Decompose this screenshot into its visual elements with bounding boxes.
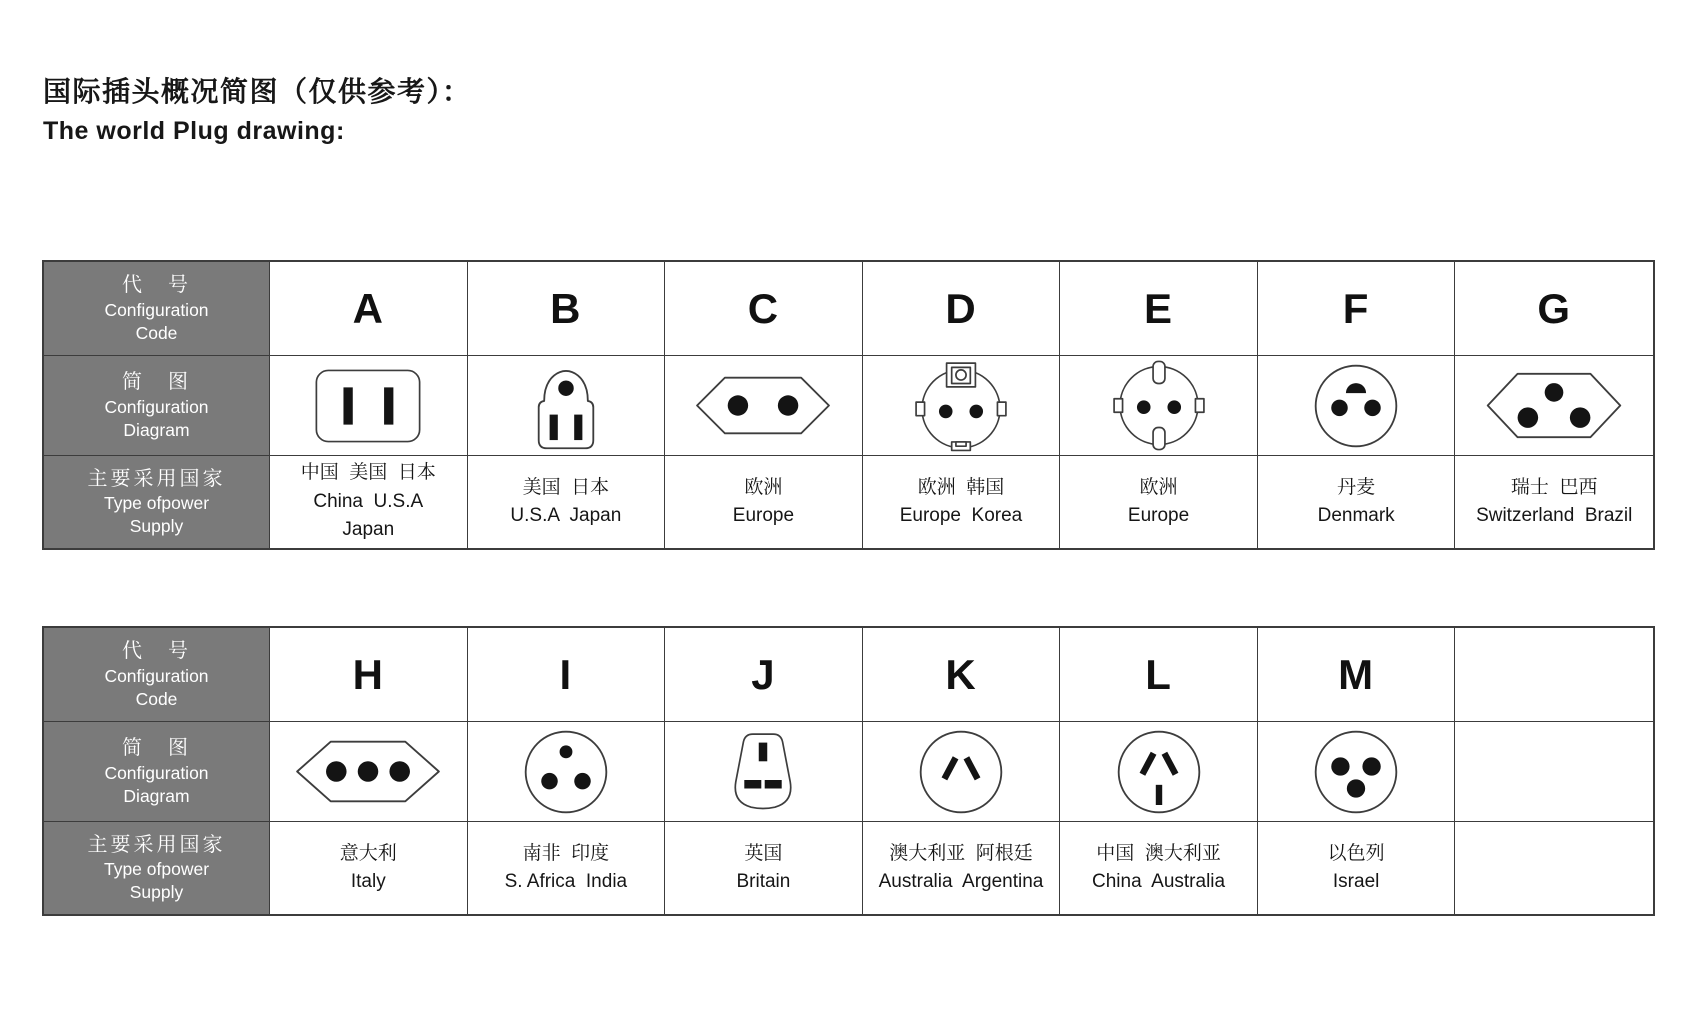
- code-i: I: [468, 628, 666, 722]
- countries-m: [1258, 822, 1456, 914]
- plug-d-diagram-cell: [863, 356, 1061, 456]
- countries-i-en: S. Africa India: [504, 871, 628, 892]
- plug-l-icon: [1115, 728, 1203, 816]
- code-d: D: [863, 262, 1061, 356]
- countries-b-zh: 美国 日本: [522, 476, 610, 498]
- plug-j-diagram-cell: [665, 722, 863, 822]
- row-header-supply-en1: Type ofpower: [103, 493, 210, 514]
- countries-j: [665, 822, 863, 914]
- countries-c: [665, 456, 863, 548]
- code-l: L: [1060, 628, 1258, 722]
- row-header-code-en2: Code: [135, 322, 178, 343]
- countries-a-zh: 中国 美国 日本: [300, 462, 436, 484]
- row-header-diagram: [44, 356, 270, 456]
- plug-b-diagram-cell: [468, 356, 666, 456]
- plug-i-diagram-cell: [468, 722, 666, 822]
- row-header-code-2-zh: 代 号: [122, 640, 191, 663]
- countries-empty-cell: [1455, 822, 1653, 914]
- countries-e-zh: 欧洲: [1139, 476, 1178, 498]
- plug-m-icon: [1312, 728, 1400, 816]
- countries-k-zh: 澳大利亚 阿根廷: [889, 842, 1033, 864]
- countries-l-zh: 中国 澳大利亚: [1096, 842, 1221, 864]
- code-j: J: [665, 628, 863, 722]
- plug-m-diagram-cell: [1258, 722, 1456, 822]
- row-header-supply: [44, 456, 270, 548]
- page-title: [43, 70, 472, 146]
- row-header-diagram-en2: Diagram: [123, 419, 190, 440]
- countries-a-en2: Japan: [342, 519, 395, 541]
- countries-c-zh: 欧洲: [744, 476, 783, 498]
- code-k: K: [863, 628, 1061, 722]
- countries-j-zh: 英国: [744, 842, 783, 864]
- code-f: F: [1258, 262, 1456, 356]
- countries-e: [1060, 456, 1258, 548]
- code-a: A: [270, 262, 468, 356]
- plug-e-icon: [1109, 358, 1209, 453]
- row-header-code-en1: Configuration: [104, 299, 209, 320]
- countries-f: [1258, 456, 1456, 548]
- countries-d: [863, 456, 1061, 548]
- row-header-code-2: [44, 628, 270, 722]
- countries-l: [1060, 822, 1258, 914]
- code-c: C: [665, 262, 863, 356]
- diagram-empty-cell: [1455, 722, 1653, 822]
- countries-b: [468, 456, 666, 548]
- countries-m-en: Israel: [1332, 871, 1380, 892]
- plug-c-icon: [693, 373, 833, 438]
- plug-table-2: [42, 626, 1655, 916]
- plug-a-diagram-cell: [270, 356, 468, 456]
- plug-k-icon: [917, 728, 1005, 816]
- code-e: E: [1060, 262, 1258, 356]
- countries-a: [270, 456, 468, 548]
- row-header-diagram-2-zh: 简 图: [122, 737, 191, 760]
- row-header-supply-2: [44, 822, 270, 914]
- countries-e-en: Europe: [1127, 505, 1190, 526]
- row-header-supply-2-en2: Supply: [129, 882, 184, 903]
- countries-g: [1455, 456, 1653, 548]
- plug-l-diagram-cell: [1060, 722, 1258, 822]
- plug-f-icon: [1312, 362, 1400, 450]
- countries-c-en: Europe: [732, 505, 795, 526]
- countries-a-en: China U.S.A: [313, 490, 424, 512]
- countries-d-en: Europe Korea: [899, 505, 1023, 526]
- countries-l-en: China Australia: [1092, 871, 1226, 892]
- row-header-supply-2-zh: 主要采用国家: [87, 833, 226, 856]
- row-header-diagram-2: [44, 722, 270, 822]
- countries-i-zh: 南非 印度: [522, 842, 610, 864]
- row-header-diagram-2-en1: Configuration: [104, 762, 209, 783]
- countries-k: [863, 822, 1061, 914]
- page-title-zh: 国际插头概况简图（仅供参考）：: [43, 76, 472, 107]
- plug-i-icon: [522, 728, 610, 816]
- countries-b-en: U.S.A Japan: [510, 505, 622, 526]
- countries-k-en: Australia Argentina: [878, 871, 1044, 892]
- plug-table-1: [42, 260, 1655, 550]
- plug-g-diagram-cell: [1455, 356, 1653, 456]
- plug-a-icon: [313, 367, 423, 445]
- plug-b-icon: [525, 360, 607, 451]
- row-header-supply-2-en1: Type ofpower: [103, 859, 210, 880]
- row-header-diagram-2-en2: Diagram: [123, 785, 190, 806]
- plug-c-diagram-cell: [665, 356, 863, 456]
- page-title-en: The world Plug drawing:: [43, 117, 345, 145]
- plug-j-icon: [722, 729, 804, 814]
- row-header-code-2-en2: Code: [135, 688, 178, 709]
- row-header-code-2-en1: Configuration: [104, 665, 209, 686]
- plug-h-diagram-cell: [270, 722, 468, 822]
- row-header-code: [44, 262, 270, 356]
- countries-f-en: Denmark: [1317, 505, 1395, 526]
- plug-d-icon: [911, 358, 1011, 453]
- row-header-diagram-zh: 简 图: [122, 371, 191, 394]
- row-header-code-zh: 代 号: [122, 274, 191, 297]
- countries-g-en: Switzerland Brazil: [1476, 505, 1633, 526]
- plug-e-diagram-cell: [1060, 356, 1258, 456]
- plug-h-icon: [293, 737, 443, 806]
- countries-d-zh: 欧洲 韩国: [917, 476, 1005, 498]
- row-header-supply-zh: 主要采用国家: [87, 467, 226, 490]
- countries-j-en: Britain: [736, 871, 791, 892]
- countries-m-zh: 以色列: [1327, 842, 1385, 864]
- code-b: B: [468, 262, 666, 356]
- countries-h-en: Italy: [350, 871, 386, 892]
- countries-f-zh: 丹麦: [1337, 476, 1376, 498]
- countries-h-zh: 意大利: [339, 842, 397, 864]
- countries-h: [270, 822, 468, 914]
- code-m: M: [1258, 628, 1456, 722]
- plug-f-diagram-cell: [1258, 356, 1456, 456]
- code-empty-cell: [1455, 628, 1653, 722]
- row-header-diagram-en1: Configuration: [104, 396, 209, 417]
- countries-g-zh: 瑞士 巴西: [1510, 476, 1598, 498]
- plug-g-icon: [1484, 368, 1624, 443]
- countries-i: [468, 822, 666, 914]
- code-g: G: [1455, 262, 1653, 356]
- row-header-supply-en2: Supply: [129, 516, 184, 537]
- plug-k-diagram-cell: [863, 722, 1061, 822]
- code-h: H: [270, 628, 468, 722]
